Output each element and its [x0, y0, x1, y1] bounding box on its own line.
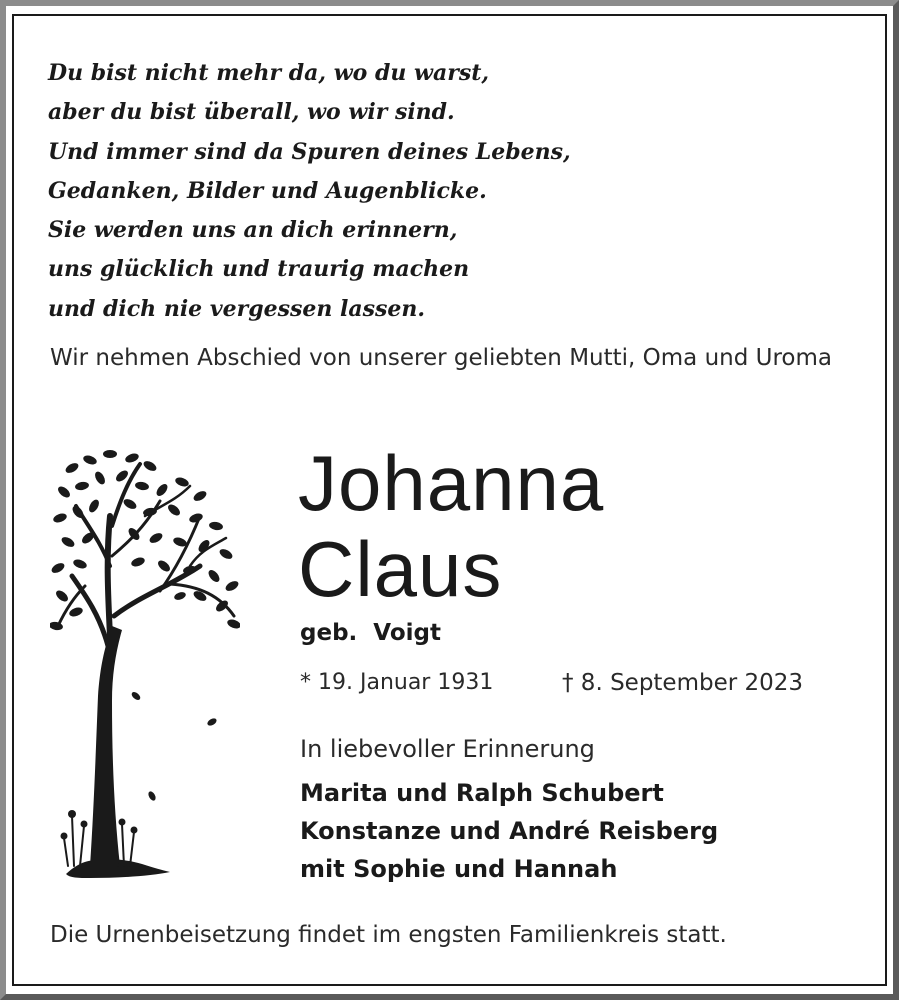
poem-line: Sie werden uns an dich erinnern,: [48, 217, 458, 244]
deceased-last-name: Claus: [298, 525, 503, 613]
farewell-intro: Wir nehmen Abschied von unserer geliebten Mutti, Oma und Uroma: [50, 345, 832, 371]
burial-note: Die Urnenbeisetzung findet im engsten Familienkreis statt.: [50, 922, 727, 948]
mourner-entry: Marita und Ralph Schubert: [300, 779, 664, 807]
poem-line: uns glücklich und traurig machen: [48, 256, 470, 283]
death-date: † 8. September 2023: [562, 670, 804, 696]
mourner-entry: Konstanze und André Reisberg: [300, 817, 719, 845]
memory-line: In liebevoller Erinnerung: [300, 735, 595, 763]
poem-line: Und immer sind da Spuren deines Lebens,: [48, 138, 571, 165]
deceased-first-name: Johanna: [298, 439, 605, 527]
mourner-entry: mit Sophie und Hannah: [300, 855, 618, 883]
birth-date: * 19. Januar 1931: [300, 670, 494, 695]
poem-line: und dich nie vergessen lassen.: [48, 295, 426, 322]
tree-icon: [50, 446, 240, 886]
poem-line: Gedanken, Bilder und Augenblicke.: [48, 177, 487, 204]
poem: [48, 54, 571, 329]
poem-line: aber du bist überall, wo wir sind.: [48, 99, 455, 126]
poem-line: Du bist nicht mehr da, wo du warst,: [48, 60, 490, 86]
mourners-list: [300, 774, 718, 888]
maiden-name: geb. Voigt: [300, 620, 441, 646]
